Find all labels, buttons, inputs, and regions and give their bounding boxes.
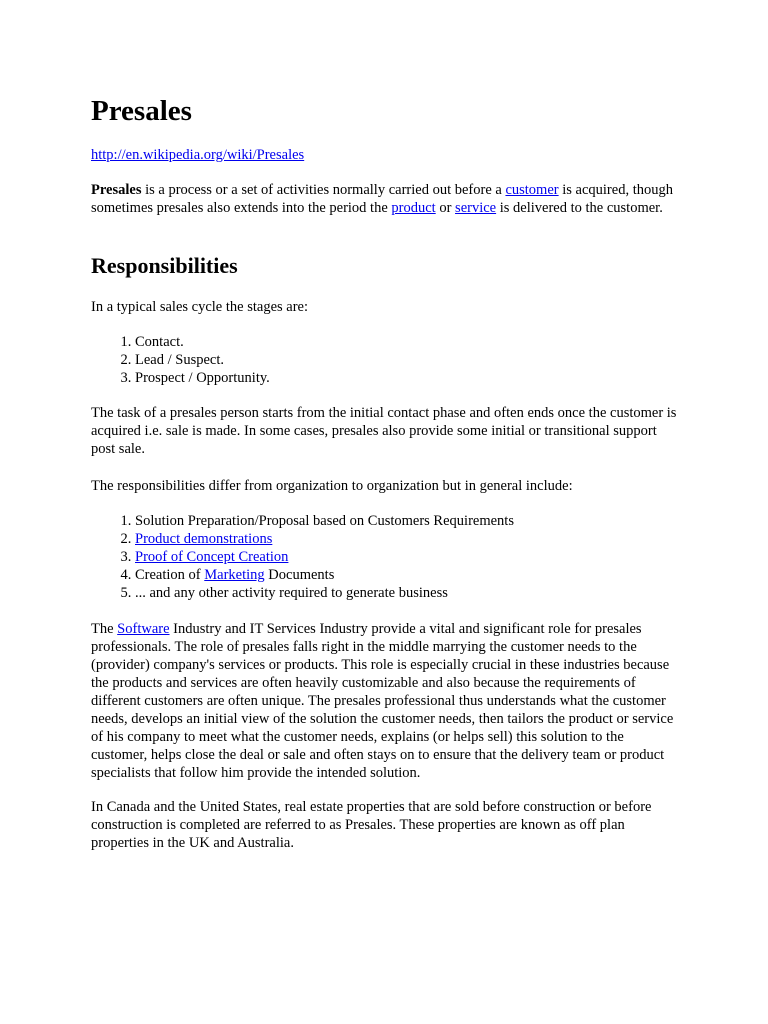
responsibility-item [135, 548, 514, 566]
responsibilities-list [91, 512, 514, 602]
customer-link[interactable]: customer [505, 182, 559, 198]
source-link-line [91, 146, 681, 164]
product-demonstrations-link[interactable]: Product demonstrations [135, 531, 273, 547]
intro-text-1: is a process or a set of activities normally carried out before a [141, 182, 506, 198]
software-text-post: Industry and IT Services Industry provide a vital and significant role for presales professionals. The role of presales falls right in the middle marrying the customer needs to the (provider) company's services or products. This role is especially crucial in these industries because the products and services are often heavily customizable and also because the requirements of different customers are often unique. The presales professional thus understands what the customer needs, develops an initial view of the solution the customer needs, then tailors the product or service of his company to meet what the customer needs, explains (or helps sell) this solution to the customer, helps close the deal or sale and often stays on to ensure that the delivery team or product specialists that follow him provide the intended solution. [91, 621, 674, 781]
responsibility-item [135, 566, 514, 584]
responsibilities-intro: The responsibilities differ from organization to organization but in general include: [91, 478, 573, 494]
proof-of-concept-link[interactable]: Proof of Concept Creation [135, 549, 289, 565]
responsibility-text: Creation of [135, 567, 205, 583]
marketing-link[interactable]: Marketing [204, 567, 265, 583]
responsibility-item: 1. Solution Preparation/Proposal based on Customers Requirements [135, 512, 514, 530]
canada-paragraph: In Canada and the United States, real estate properties that are sold before construction or before construction is completed are referred to as Presales. These properties are known as off plan properties in the UK and Australia. [91, 799, 652, 851]
intro-text-2: is acquired, though sometimes presales also extends into the period the [91, 182, 673, 216]
service-link[interactable]: service [455, 200, 497, 216]
responsibility-item: 5. ... and any other activity required to generate business [135, 584, 514, 602]
stages-list [91, 333, 270, 387]
page-title: Presales [91, 95, 192, 127]
task-paragraph: The task of a presales person starts from the initial contact phase and often ends once the customer is acquired i.e. sale is made. In some cases, presales also provide some initial or transitional support post sale. [91, 405, 677, 457]
section-heading-responsibilities: Responsibilities [91, 253, 238, 278]
software-text-pre: The [91, 621, 118, 637]
intro-bold-term: Presales [91, 182, 142, 198]
product-link[interactable]: product [391, 200, 436, 216]
responsibility-item [135, 530, 514, 548]
stage-item: 3. Prospect / Opportunity. [135, 369, 270, 387]
stages-intro: In a typical sales cycle the stages are: [91, 299, 308, 315]
intro-paragraph [91, 181, 681, 217]
responsibility-text: Documents [264, 567, 335, 583]
stage-item: 2. Lead / Suspect. [135, 351, 270, 369]
software-paragraph [91, 620, 681, 782]
stage-item: 1. Contact. [135, 333, 270, 351]
software-link[interactable]: Software [117, 621, 170, 637]
source-link[interactable]: http://en.wikipedia.org/wiki/Presales [91, 147, 305, 163]
intro-text-3: or [435, 200, 456, 216]
intro-text-4: is delivered to the customer. [496, 200, 663, 216]
